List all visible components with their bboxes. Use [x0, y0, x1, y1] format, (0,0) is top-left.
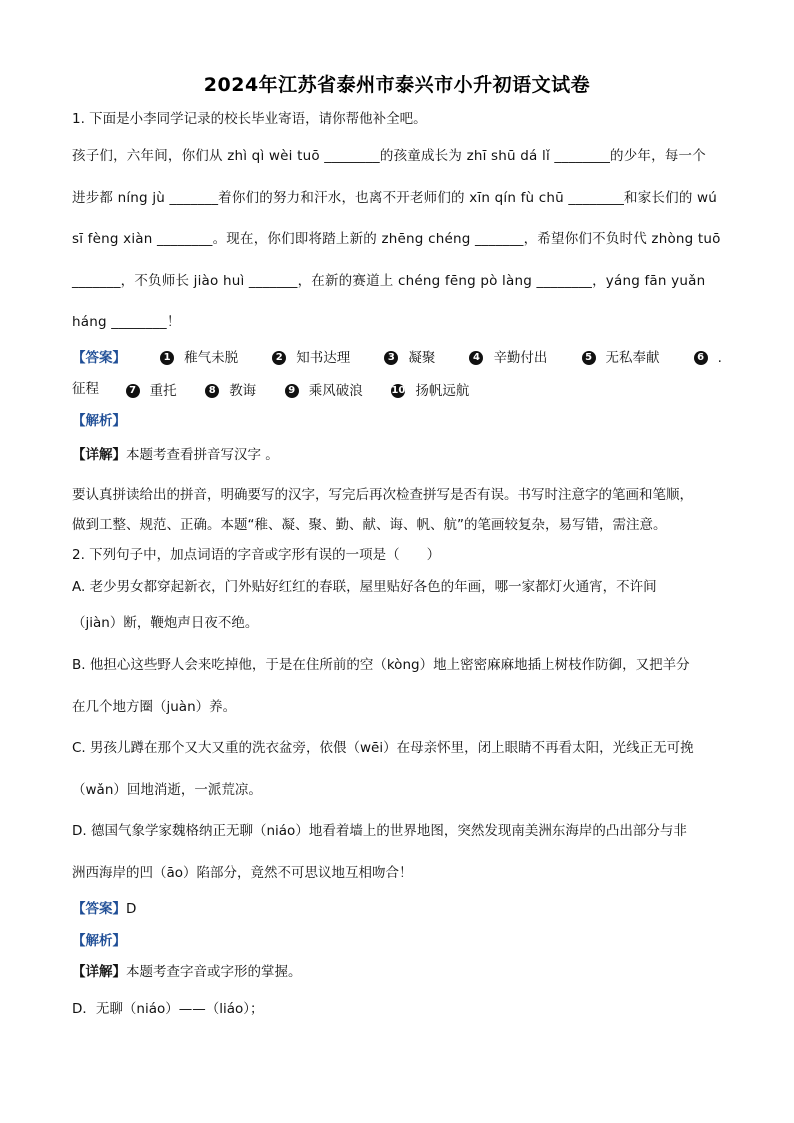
- q1-line-4: _______，不负师长 jiào huì _______，在新的赛道上 chéng fēng pò làng ________，yáng fān yuǎn: [72, 273, 706, 289]
- answer-text: 知书达理: [296, 350, 351, 366]
- answer-item-8: [205, 382, 256, 400]
- q2-detail: [72, 963, 732, 981]
- answer-tag: 【答案】: [72, 350, 126, 366]
- detail-tag: 【详解】: [72, 447, 126, 463]
- answer-item-10: [391, 382, 469, 400]
- q2-prompt: 2. 下列句子中，加点词语的字音或字形有误的一项是（ ）: [72, 547, 441, 563]
- detail-text: 本题考查看拼音写汉字 。: [126, 447, 279, 463]
- q2-option-a-line-2: （jiàn）断，鞭炮声日夜不绝。: [72, 615, 259, 631]
- q1-answer-row-1: [72, 349, 732, 367]
- circled-number: 10: [391, 385, 406, 396]
- answer-item-9: [285, 382, 363, 400]
- q2-option-b-line-2: 在几个地方圈（juàn）养。: [72, 699, 237, 715]
- q2-answer: [72, 900, 732, 918]
- answer-text: 凝聚: [408, 350, 436, 366]
- circled-number: 8: [205, 384, 219, 398]
- q1-answer-row-2: [72, 380, 732, 400]
- circled-number: 7: [126, 384, 140, 398]
- answer-text: 重托: [149, 383, 177, 399]
- detail-tag: 【详解】: [72, 964, 126, 980]
- answer-tag: 【答案】: [72, 901, 126, 917]
- q1-explain-1: 要认真拼读给出的拼音，明确要写的汉字，写完后再次检查拼写是否有误。书写时注意字的笔画和笔顺，: [72, 487, 693, 503]
- answer-item-3: [384, 349, 435, 367]
- answer-item-7: [126, 382, 177, 400]
- q2-option-b-line-1: B. 他担心这些野人会来吃掉他，于是在住所前的空（kòng）地上密密麻麻地插上树枝作防御，又把羊分: [72, 657, 690, 673]
- q2-option-d-line-1: D. 德国气象学家魏格纳正无聊（niáo）地看着墙上的世界地图，突然发现南美洲东海岸的凸出部分与非: [72, 823, 687, 839]
- answer-text: 稚气未脱: [184, 350, 239, 366]
- q2-option-a-line-1: A. 老少男女都穿起新衣，门外贴好红红的春联，屋里贴好各色的年画，哪一家都灯火通宵，不许间: [72, 579, 657, 595]
- circled-number: 3: [384, 351, 398, 365]
- answer-text: 教诲: [229, 383, 257, 399]
- circled-number: 9: [285, 384, 299, 398]
- answer-item-5: [582, 349, 660, 367]
- answer-item-1: [160, 349, 238, 367]
- q2-last-line: D．无聊（niáo）——（liáo）；: [72, 1001, 264, 1017]
- circled-number: 4: [469, 351, 483, 365]
- answer-text: 乘风破浪: [308, 383, 363, 399]
- q1-line-2: 进步都 níng jù _______着你们的努力和汗水，也离不开老师们的 xīn qín fù chū ________和家长们的 wú: [72, 190, 718, 206]
- q1-line-5: háng ________！: [72, 314, 181, 330]
- q1-line-1: 孩子们，六年间，你们从 zhì qì wèi tuō ________的孩童成长为 zhī shū dá lǐ ________的少年，每一个: [72, 148, 706, 164]
- q1-analysis-tag: 【解析】: [72, 413, 126, 429]
- page-title: 2024年江苏省泰州市泰兴市小升初语文试卷: [203, 74, 591, 96]
- circled-number: 5: [582, 351, 596, 365]
- answer-item-2: [272, 349, 350, 367]
- q1-detail: [72, 446, 732, 464]
- circled-number: 6: [694, 351, 708, 365]
- q2-analysis-tag: 【解析】: [72, 933, 126, 949]
- circled-number: 1: [160, 351, 174, 365]
- detail-text: 本题考查字音或字形的掌握。: [126, 964, 302, 980]
- answer-text: 征程: [72, 381, 99, 397]
- q1-line-3: sī fèng xiàn ________。现在，你们即将踏上新的 zhēng chéng _______，希望你们不负时代 zhòng tuō: [72, 231, 721, 247]
- answer-text: 无私奉献: [605, 350, 660, 366]
- answer-item-4: [469, 349, 547, 367]
- answer-value: D: [126, 901, 137, 917]
- q2-option-c-line-1: C. 男孩儿蹲在那个又大又重的洗衣盆旁，依偎（wēi）在母亲怀里，闭上眼睛不再看太阳，光线正无可挽: [72, 740, 694, 756]
- answer-text: 辛勤付出: [493, 350, 548, 366]
- q1-explain-2: 做到工整、规范、正确。本题“稚、凝、聚、勤、献、诲、帆、航”的笔画较复杂，易写错，需注意。: [72, 517, 667, 533]
- circled-number: 2: [272, 351, 286, 365]
- q2-option-d-line-2: 洲西海岸的凹（āo）陷部分，竟然不可思议地互相吻合！: [72, 865, 413, 881]
- q2-option-c-line-2: （wǎn）回地消逝，一派荒凉。: [72, 782, 262, 798]
- answer-text: 扬帆远航: [415, 383, 470, 399]
- q1-prompt: 1. 下面是小李同学记录的校长毕业寄语，请你帮他补全吧。: [72, 111, 427, 127]
- answer-item-6-number: 6 .: [694, 349, 722, 367]
